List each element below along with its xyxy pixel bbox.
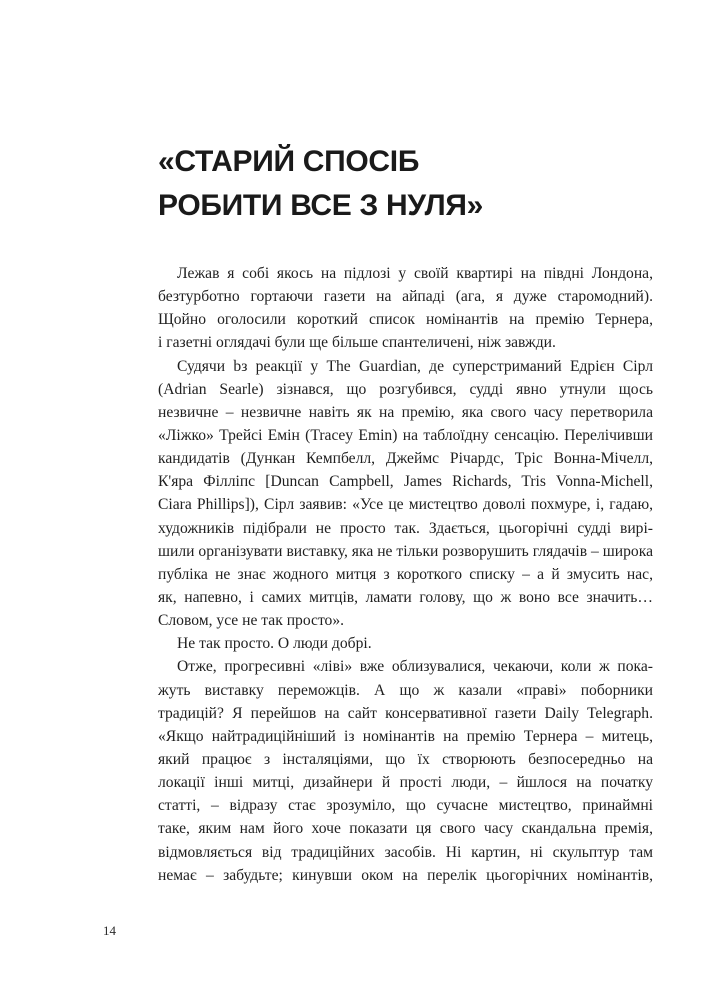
body-text — [158, 262, 653, 887]
text-line: таке, яким нам його хоче показати ця свого часу скандальна премія, — [158, 820, 653, 838]
text-line: (Adrian Searle) зізнався, що розгубився, судді явно утнули щось — [158, 380, 653, 398]
text-line: К'яра Філліпс [Duncan Campbell, James Richards, Tris Vonna-Michell, — [158, 473, 653, 491]
text-line: кандидатів (Дункан Кемпбелл, Джеймс Річардс, Тріс Вонна-Мічелл, — [158, 450, 653, 468]
chapter-title-line-1: «СТАРИЙ СПОСІБ — [158, 145, 420, 178]
text-line: шили організувати виставку, яка не тільки розворушить глядачів – широка — [158, 542, 653, 560]
text-line: і газетні оглядачі були ще більше спантеличені, ніж завжди. — [158, 334, 556, 352]
chapter-title — [158, 140, 638, 228]
chapter-title-line-2: РОБИТИ ВСЕ З НУЛЯ» — [158, 189, 484, 222]
text-line: безтурботно гортаючи газети на айпаді (ага, я дуже старомодний). — [158, 288, 653, 306]
text-line: як, напевно, і самих митців, ламати голову, що ж воно все значить… — [158, 588, 653, 606]
text-line: відмовляється від традиційних засобів. Ні картин, ні скульптур там — [158, 843, 653, 861]
text-line: Отже, прогресивні «ліві» вже облизувалися, чекаючи, коли ж пока- — [177, 658, 653, 676]
text-line: незвичне – незвичне навіть як на премію, яка свого часу перетворила — [158, 403, 653, 421]
page-number: 14 — [103, 923, 116, 938]
text-line: «Ліжко» Трейсі Емін (Tracey Emin) на таблоїдну сенсацію. Перелічивши — [158, 426, 653, 444]
text-line: публіка не знає жодного митця з короткого списку – а й змусить нас, — [158, 565, 653, 583]
text-line: Судячи bз реакції у The Guardian, де суперстриманий Едрієн Сірл — [177, 357, 653, 375]
text-line: традицій? Я перейшов на сайт консервативної газети Daily Telegraph. — [158, 704, 653, 722]
text-line: художників підібрали не просто так. Здається, цьогорічні судді вирі- — [158, 519, 653, 537]
text-line: Щойно оголосили короткий список номінантів на премію Тернера, — [158, 311, 653, 329]
text-line: жуть виставку переможців. А що ж казали «праві» поборники — [158, 681, 653, 699]
text-line: Не так просто. О люди добрі. — [177, 635, 372, 653]
text-line: Ciara Phillips]), Сірл заявив: «Усе це мистецтво доволі похмуре, і, гадаю, — [158, 496, 653, 514]
text-line: «Якщо найтрадиційніший із номінантів на премію Тернера – митець, — [158, 727, 653, 745]
text-line: який працює з інсталяціями, що їх створюють безпосередньо на — [158, 750, 653, 768]
text-line: локації інші митці, дизайнери й прості люди, – йшлося на початку — [158, 774, 653, 792]
text-line: немає – забудьте; кинувши оком на перелік цьогорічних номінантів, — [158, 866, 653, 884]
text-line: Лежав я собі якось на підлозі у своїй квартирі на півдні Лондона, — [177, 265, 653, 282]
text-line: Словом, усе не так просто». — [158, 612, 345, 630]
text-line: статті, – відразу стає зрозуміло, що сучасне мистецтво, принаймні — [158, 797, 653, 815]
